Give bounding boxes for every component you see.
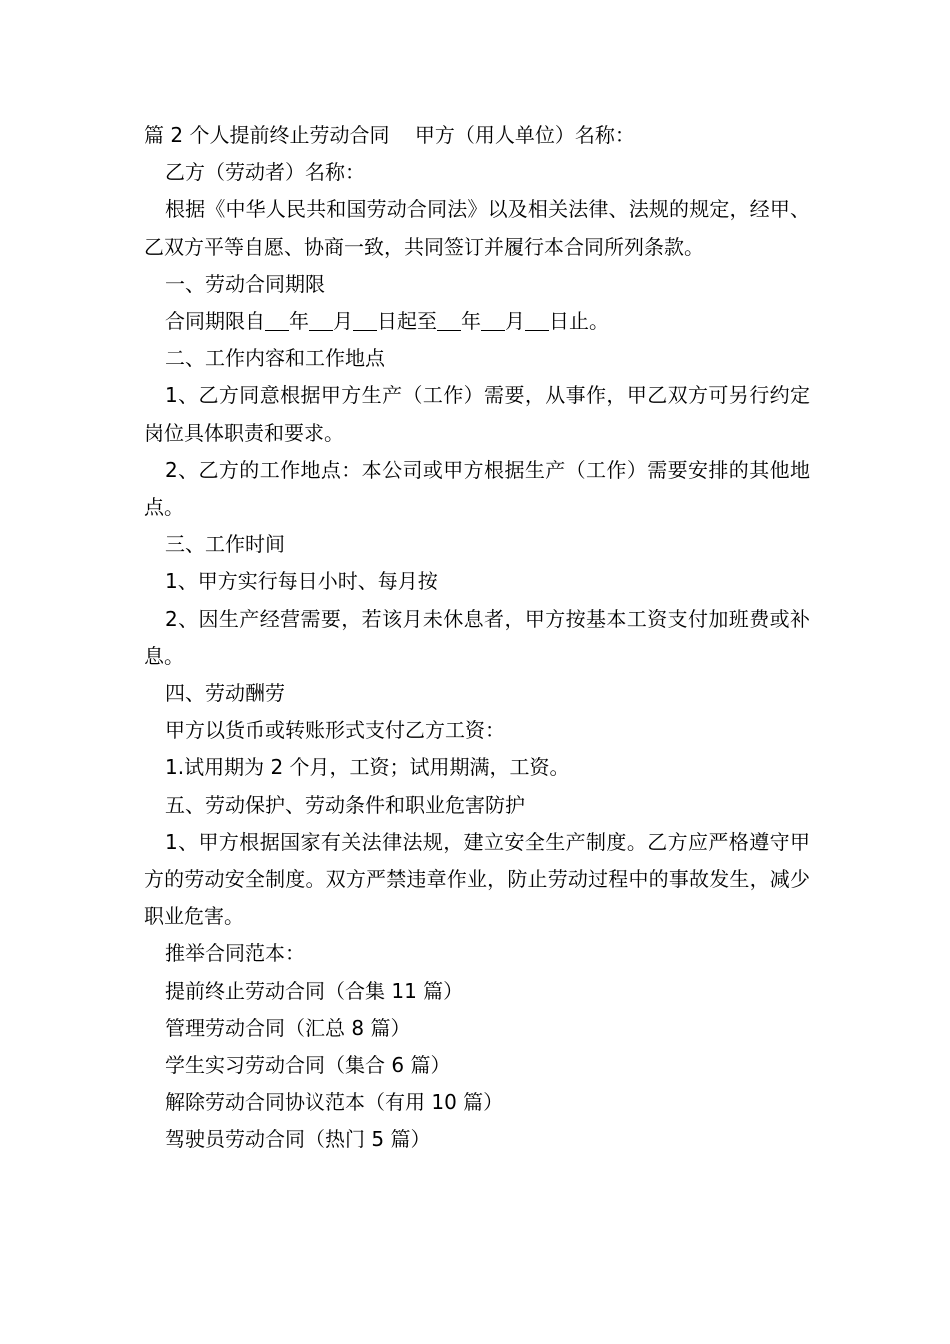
contract-term-line <box>144 303 810 340</box>
section2-item1: 1、乙方同意根据甲方生产（工作）需要，从事作，甲乙双方可另行约定岗位具体职责和要求。 <box>144 383 810 445</box>
blank-end-month <box>481 310 505 331</box>
section3-item2: 2、因生产经营需要，若该月未休息者，甲方按基本工资支付加班费或补息。 <box>144 606 810 668</box>
term-text: 日起至 <box>377 309 437 334</box>
section4-heading: 四、劳动酬劳 <box>165 681 285 706</box>
term-text: 年 <box>289 309 309 334</box>
recommend-link[interactable]: 学生实习劳动合同（集合 6 篇） <box>165 1053 451 1078</box>
term-text: 月 <box>505 309 525 334</box>
document-title: 篇 2 个人提前终止劳动合同 <box>144 123 390 147</box>
recommend-link[interactable]: 管理劳动合同（汇总 8 篇） <box>165 1015 411 1040</box>
section4-text: 甲方以货币或转账形式支付乙方工资： <box>165 718 505 743</box>
blank-start-day <box>353 310 377 331</box>
term-text: 月 <box>333 309 353 334</box>
party-a-label: 甲方（用人单位）名称： <box>414 123 635 147</box>
party-b-label: 乙方（劳动者）名称： <box>165 160 365 185</box>
section5-heading: 五、劳动保护、劳动条件和职业危害防护 <box>165 792 525 817</box>
recommend-link[interactable]: 解除劳动合同协议范本（有用 10 篇） <box>165 1090 504 1115</box>
recommend-heading: 推举合同范本： <box>165 941 305 966</box>
section4-item1: 1.试用期为 2 个月，工资；试用期满，工资。 <box>165 755 570 780</box>
section1-heading: 一、劳动合同期限 <box>165 271 325 296</box>
section2-heading: 二、工作内容和工作地点 <box>165 346 385 371</box>
blank-start-month <box>309 310 333 331</box>
term-text: 日止。 <box>549 309 609 334</box>
document-body <box>144 117 810 1159</box>
section3-item1: 1、甲方实行每日小时、每月按 <box>165 569 438 594</box>
recommend-link[interactable]: 提前终止劳动合同（合集 11 篇） <box>165 978 464 1003</box>
blank-end-day <box>525 310 549 331</box>
term-text: 年 <box>461 309 481 334</box>
blank-end-year <box>437 310 461 331</box>
blank-start-year <box>265 310 289 331</box>
preamble-paragraph: 根据《中华人民共和国劳动合同法》以及相关法律、法规的规定，经甲、乙双方平等自愿、协商一致，共同签订并履行本合同所列条款。 <box>144 197 810 259</box>
section3-heading: 三、工作时间 <box>165 532 285 557</box>
section5-item1: 1、甲方根据国家有关法律法规，建立安全生产制度。乙方应严格遵守甲方的劳动安全制度。双方严禁违章作业，防止劳动过程中的事故发生，减少职业危害。 <box>144 829 810 929</box>
section2-item2: 2、乙方的工作地点：本公司或甲方根据生产（工作）需要安排的其他地点。 <box>144 457 810 520</box>
title-line <box>144 117 810 154</box>
term-text: 合同期限自 <box>165 309 265 334</box>
recommend-link[interactable]: 驾驶员劳动合同（热门 5 篇） <box>165 1127 431 1152</box>
